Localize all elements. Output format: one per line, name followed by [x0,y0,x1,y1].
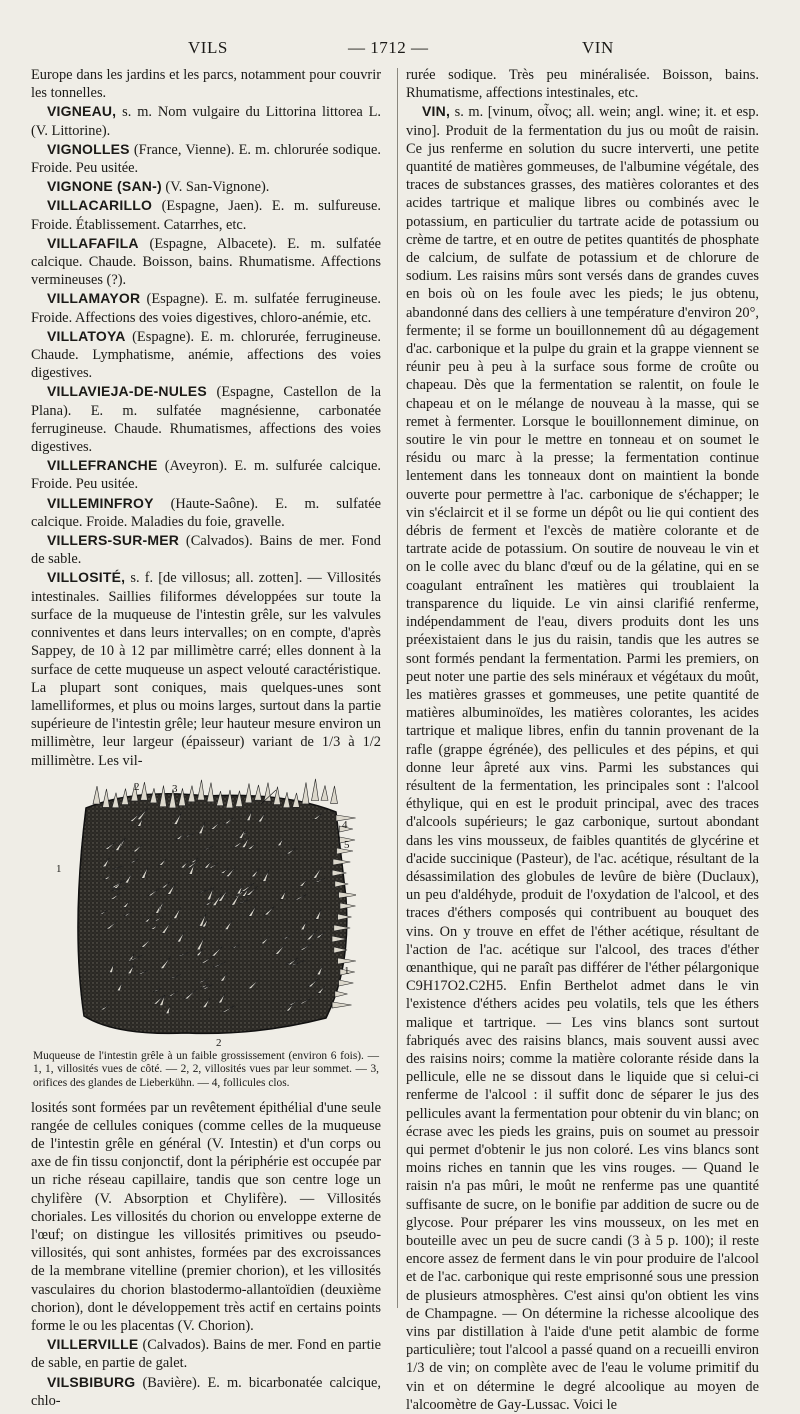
left-column [31,66,381,1410]
entry [31,102,381,139]
running-head-left: VILS [188,38,228,57]
entry-text: (France, Vienne). E. m. chlorurée sodique. Froide. Peu usitée. [31,141,381,177]
entry [31,456,381,493]
entry-text: (Aveyron). E. m. sulfurée calcique. Froide. Peu usitée. [31,458,381,493]
running-head-right: VIN [582,38,614,57]
villus-mark [332,1002,351,1008]
entry-text: (Espagne, Castellon de la Plana). E. m. sulfatée magnésienne, carbonatée ferrugineuse. Chaude. Rhumatismes, affections des voies digestives. [31,384,381,456]
entry [31,1335,381,1372]
mucosa-engraving [56,778,356,1046]
figure-label: 4 [342,818,348,831]
entry-text: (Espagne). E. m. chlorurée, ferrugineuse. Chaude. Lymphatisme, anémie, affections des voies digestives. [31,328,381,382]
figure-label: 2 [134,780,140,793]
entry [31,140,381,177]
headword: VILLATOYA [47,327,126,344]
entry [31,382,381,456]
figure-caption: Muqueuse de l'intestin grêle à un faible grossissement (environ 6 fois). — 1, 1, villosités vues de côté. — 2, 2, villosités vues par leur sommet. — 3, orifices des glandes de Lieberkühn. — 4, follicules clos. [33,1049,379,1089]
entry-text: (Calvados). Bains de mer. Fond de sable. [31,533,381,568]
villus-mark [302,782,309,804]
entry [31,234,381,290]
entry [31,494,381,531]
entry-text: (Espagne, Jaen). E. m. sulfureuse. Froide. Établissement. Catarrhes, etc. [31,198,381,233]
headword: VILLAMAYOR [47,290,141,307]
villus-mark [255,785,262,800]
headword: VILLAVIEJA-DE-NULES [47,383,207,400]
headword: VILLEMINFROY [47,494,154,511]
headword: VIGNONE (SAN-) [47,178,162,195]
villus-mark [335,991,348,997]
villus-mark [312,779,319,801]
entry [31,1373,381,1410]
entry-text: s. m. Nom vulgaire du Littorina littorea L. (V. Littorine). [31,104,381,139]
entry [406,102,759,1414]
headword: VILSBIBURG [47,1373,136,1390]
figure-label: 1 [56,862,62,875]
headword: VILLAFAFILA [47,234,139,251]
entry [31,177,381,196]
villus-mark [207,782,214,801]
villus-mark [93,786,100,804]
figure-label: 1 [344,964,350,977]
villus-mark [339,892,356,898]
headword: VILLERS-SUR-MER [47,532,180,549]
paragraph: losités sont formées par un revêtement épithélial d'une seule rangée de cellules coniques (comme celles de la muqueuse de l'intestin grêle en général (V. Intestin) et d'un corps ou axe de fin tissu conjonctif, dont la périphérie est occupée par un riche réseau capillaire, tandis que son centre loge un chylifère (V. Absorption et Chylifère). — Villosités choriales. Les villosités du chorion ou enveloppe externe de l'œuf; on distingue les villosités primitives ou pseudo-villosités, qui sont anhistes, formées par des excroissances de la membrane vitelline (premier chorion), et les villosités vasculaires du chorion blastodermo-allantoïdien (deuxième chorion), dont le développement très actif en certains points forme le ou les placentas (V. Chorion). [31,1099,381,1334]
page-number: — 1712 — [348,38,429,57]
entry [31,568,381,769]
headword: VIN, [422,103,451,120]
villi-illustration [56,778,356,1049]
entry-text: (Bavière). E. m. bicarbonatée calcique, chlo- [31,1374,381,1409]
entry-text: (Espagne). E. m. sulfatée ferrugineuse. Froide. Affections des voies digestives, chloro-anémie, etc. [31,291,381,326]
entry-text: (Calvados). Bains de mer. Fond en partie de sable, en partie de galet. [31,1337,381,1372]
villus-mark [141,782,148,800]
villus-mark [331,786,338,804]
figure-label: 3 [172,782,178,795]
entry-text: (Espagne, Albacete). E. m. sulfatée calcique. Chaude. Boisson, bains. Rhumatisme. Affections vermineuses (?). [31,235,381,289]
entry [31,327,381,383]
figure-label: 2 [216,1036,222,1049]
villus-mark [340,903,356,909]
entry-text: s. f. [de villosus; all. zotten]. — Villosités intestinales. Saillies filiformes développées sur toute la surface de la muqueuse de l'intestin grêle, sur les valvules conniventes et dans leurs intervalles; on en compte, d'après Sappey, de 10 à 12 par millimètre carré; elles donnent à la surface de cette muqueuse un aspect velouté caractéristique. La plupart sont coniques, mais quelques-unes sont lamelliformes, et plus ou moins larges, surtout dans la partie supérieure de l'intestin grêle; leur hauteur mesure environ un millimètre, leur largeur (épaisseur) variant de 1/3 à 1/2 millimètre. Les vil- [31,570,381,769]
headword: VILLOSITÉ, [47,569,126,586]
figure-label: 5 [344,838,350,851]
headword: VILLACARILLO [47,197,153,214]
villus-mark [188,785,195,801]
villus-mark [245,783,252,802]
continuation-text: Europe dans les jardins et les parcs, notamment pour couvrir les tonnelles. [31,67,381,102]
right-column [406,66,759,1414]
headword: VILLERVILLE [47,1336,139,1353]
entry [31,531,381,568]
entry [31,196,381,233]
villus-mark [339,980,354,986]
entry-text: s. m. [vinum, οἶνος; all. wein; angl. wine; it. et esp. vino]. Produit de la fermentation du jus ou moût de raisin. Ce jus renferme en solution du sucre interverti, une petite quantité de matières gommeuses, de l'albumine végétale, des traces de substances grasses, des matières colorantes et des acides tartrique et malique libres ou combinés avec le potassium, en particulier du tartrate acide de potassium ou crème de tartre, et en outre de petites quantités de phosphate de calcium, de sulfate de potassium et de chlorure de sodium. Les raisins mûrs sont versés dans de grandes cuves en bois où on les foule avec les pieds; le jus obtenu, abandonné dans des celliers à une température d'environ 20°, fermente; il se forme un bouillonnement dû au dégagement d'ac. carbonique et la pulpe du grain et la grappe viennent se réunir peu à peu à la surface sous forme de croûte ou chapeau. Dès que la fermentation se ralentit, on foule le chapeau et on le mélange de nouveau à la masse, qui se remet à fermenter. Lorsque le bouillonnement diminue, on soutire le vin pour le mettre en tonneau et on soumet le résidu ou marc à la presse; la fermentation continue lentement dans les tonneaux dont on maintient la bonde ouverte pour permettre à l'ac. carbonique de s'échapper; le vin s'éclaircit et il se forme un dépôt ou lie qui contient des débris de ferment et l'excès de matière colorante et de tartrate acide de potassium. On soutire de nouveau le vin et on le colle avec du blanc d'œuf ou de la gélatine, qui en se coagulant entraînent les matières qui troublaient la transparence du liquide. Le vin ainsi clarifié renferme, indépendamment de l'eau, divers produits dont les uns préexistaient dans le jus du raisin, tandis que les autres se sont formés pendant la fermentation. Parmi les premiers, on peut noter une partie des sels minéraux et végétaux du moût, les matières grasses et gommeuses, une petite quantité de matières albuminoïdes, les matières colorantes, les acides tartrique et malique libres, enfin du tannin provenant de la rafle (grappe égrénée), des pellicules et des pépins, et qui donne leur âpreté aux vins. Parmi les substances qui résultent de la fermentation, les principales sont : l'alcool éthylique, qui en est le produit principal, avec des traces d'alcools supérieurs; le gaz carbonique, surtout abondant dans les vins mousseux, de faibles quantités de glycérine et d'acide succinique (Pasteur), de l'ac. acétique, résultant de la désassimilation des globules de levûre de bière (Duclaux), un peu d'aldéhyde, produit de l'oxydation de l'alcool, et des traces d'éthers composés qui contribuent au bouquet des vins. On y trouve en effet de l'éther acétique, résultant de l'action de l'ac. acétique sur l'alcool, des traces d'éther œnanthique, qui ne paraît pas différer de l'éther pélargonique C9H17O2.C2H5. Enfin Berthelot admet dans le vin l'existence d'éthers acides peu volatils, tels que les éthers malique et tartrique. — Les vins blancs sont surtout fabriqués avec des raisins blancs, mais souvent aussi avec des raisins noirs; comme la matière colorante réside dans la pellicule, elle ne se dissout dans le liquide que si celui-ci renferme de l'alcool : il suffit donc de séparer le jus des pellicules avant la fermentation pour obtenir du vin blanc; on écrase avec les pieds les grains, puis on soumet au pressoir qui permet d'obtenir le jus non coloré. Les vins blancs sont moins riches en tannin que les vins rouges. — Quand le raisin n'a pas mûri, le moût ne renferme pas une quantité suffisante de sucre, on le bonifie par addition de sucre ou de glycose. Pour préparer les vins mousseux, on les met en bouteille avec un peu de sucre candi (3 à 5 p. 100); il reste encore assez de ferment dans le vin pour produire de l'alcool et de l'ac. carbonique qui reste emprisonné sous une pression de plusieurs atmosphères. C'est ainsi qu'on obtient les vins de Champagne. — On détermine la richesse alcoolique des vins par distillation à l'aide d'une petit alambic de forme particulière; tout l'alcool a passé quand on a recueilli environ 1/3 de vin; on complète avec de l'eau le volume primitif du vin et on détermine le degré alcoolique au moyen de l'alcoomètre de Gay-Lussac. Voici le [406,104,759,1413]
villus-mark [103,789,110,807]
continuation-text: rurée sodique. Très peu minéralisée. Boisson, bains. Rhumatisme, affections intestinales, etc. [406,67,759,102]
villus-mark [321,785,328,800]
headword: VIGNOLLES [47,140,130,157]
entry-text: (V. San-Vignone). [161,179,270,196]
column-divider [397,68,398,1308]
entry-text: (Haute-Saône). E. m. sulfatée calcique. Froide. Maladies du foie, gravelle. [31,495,381,530]
headword: VIGNEAU, [47,103,117,120]
headword: VILLEFRANCHE [47,457,158,474]
villus-mark [198,779,205,799]
entry [31,289,381,326]
villus-mark [274,786,281,804]
